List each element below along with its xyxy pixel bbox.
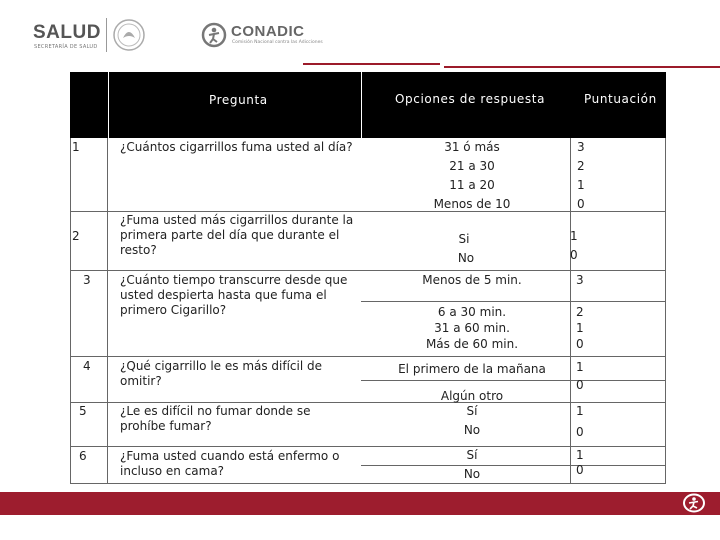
row-divider — [70, 446, 666, 447]
row-score: 0 — [576, 425, 584, 439]
row-number: 1 — [72, 140, 80, 154]
conadic-logo: CONADIC — [231, 23, 305, 40]
row-score: 1 — [570, 229, 578, 243]
mexico-seal-icon — [112, 18, 146, 52]
header-accent-line — [303, 63, 440, 65]
row-divider — [361, 380, 666, 381]
row-option: No — [463, 467, 481, 481]
row-number: 4 — [83, 359, 91, 373]
row-question: ¿Le es difícil no fumar donde se prohíbe fumar? — [120, 404, 311, 433]
row-question: ¿Qué cigarrillo le es más difícil de omitir? — [120, 359, 323, 388]
row-score: 0 — [576, 378, 584, 392]
salud-logo-subtitle: SECRETARÍA DE SALUD — [34, 44, 98, 50]
row-score: 2 — [577, 159, 585, 173]
row-question: ¿Fuma usted cuando está enfermo o incluso en cama? — [120, 449, 340, 478]
row-number: 2 — [72, 229, 80, 243]
row-score: 1 — [576, 448, 584, 462]
conadic-logo-subtitle: Comisión Nacional contra las Adicciones — [232, 40, 323, 45]
row-divider — [70, 402, 666, 403]
row-score: 0 — [576, 463, 584, 477]
row-number: 5 — [79, 404, 87, 418]
row-score: 0 — [576, 337, 584, 351]
row-score: 0 — [577, 197, 585, 211]
row-option: 11 a 20 — [449, 178, 495, 192]
row-option: Sí — [466, 404, 478, 418]
row-option: Menos de 10 — [433, 197, 511, 211]
row-option: Menos de 5 min. — [422, 273, 522, 287]
row-option: Sí — [466, 448, 478, 462]
row-score: 3 — [576, 273, 584, 287]
row-option: No — [463, 423, 481, 437]
footer-bar — [0, 492, 720, 515]
row-option: 31 ó más — [444, 140, 500, 154]
conadic-footer-icon — [682, 493, 706, 513]
row-option: Más de 60 min. — [425, 337, 519, 351]
row-divider — [70, 356, 666, 357]
conadic-logo-icon — [201, 22, 227, 48]
column-header-score: Puntuación — [584, 92, 657, 106]
row-question: ¿Cuánto tiempo transcurre desde que usted despierta hasta que fuma el primero Cigarillo? — [120, 273, 348, 317]
row-score: 1 — [576, 360, 584, 374]
row-option: No — [457, 251, 475, 265]
row-option: 31 a 60 min. — [434, 321, 510, 335]
column-header-question: Pregunta — [209, 93, 268, 107]
table-border — [70, 138, 71, 484]
row-number: 6 — [79, 449, 87, 463]
row-number: 3 — [83, 273, 91, 287]
table-border — [107, 138, 108, 484]
row-question: ¿Cuántos cigarrillos fuma usted al día? — [120, 140, 353, 154]
table-border — [70, 483, 666, 484]
header-accent-line — [444, 66, 720, 68]
row-question: ¿Fuma usted más cigarrillos durante la primera parte del día que durante el resto? — [120, 213, 354, 257]
header-number-cell — [70, 72, 108, 138]
row-score: 1 — [577, 178, 585, 192]
table-border — [665, 138, 666, 484]
row-score: 2 — [576, 305, 584, 319]
row-option: 21 a 30 — [449, 159, 495, 173]
row-divider — [361, 301, 666, 302]
salud-logo: SALUD — [33, 22, 101, 43]
logo-divider — [106, 18, 107, 52]
row-score: 3 — [577, 140, 585, 154]
row-option: El primero de la mañana — [398, 362, 546, 376]
row-divider — [70, 270, 666, 271]
row-option: 6 a 30 min. — [437, 305, 507, 319]
row-score: 1 — [576, 404, 584, 418]
column-header-options: Opciones de respuesta — [395, 92, 546, 106]
row-option: Algún otro — [440, 389, 504, 403]
row-score: 0 — [570, 248, 578, 262]
row-divider — [361, 465, 666, 466]
row-option: Si — [458, 232, 470, 246]
row-score: 1 — [576, 321, 584, 335]
footer-bottom — [0, 515, 720, 540]
